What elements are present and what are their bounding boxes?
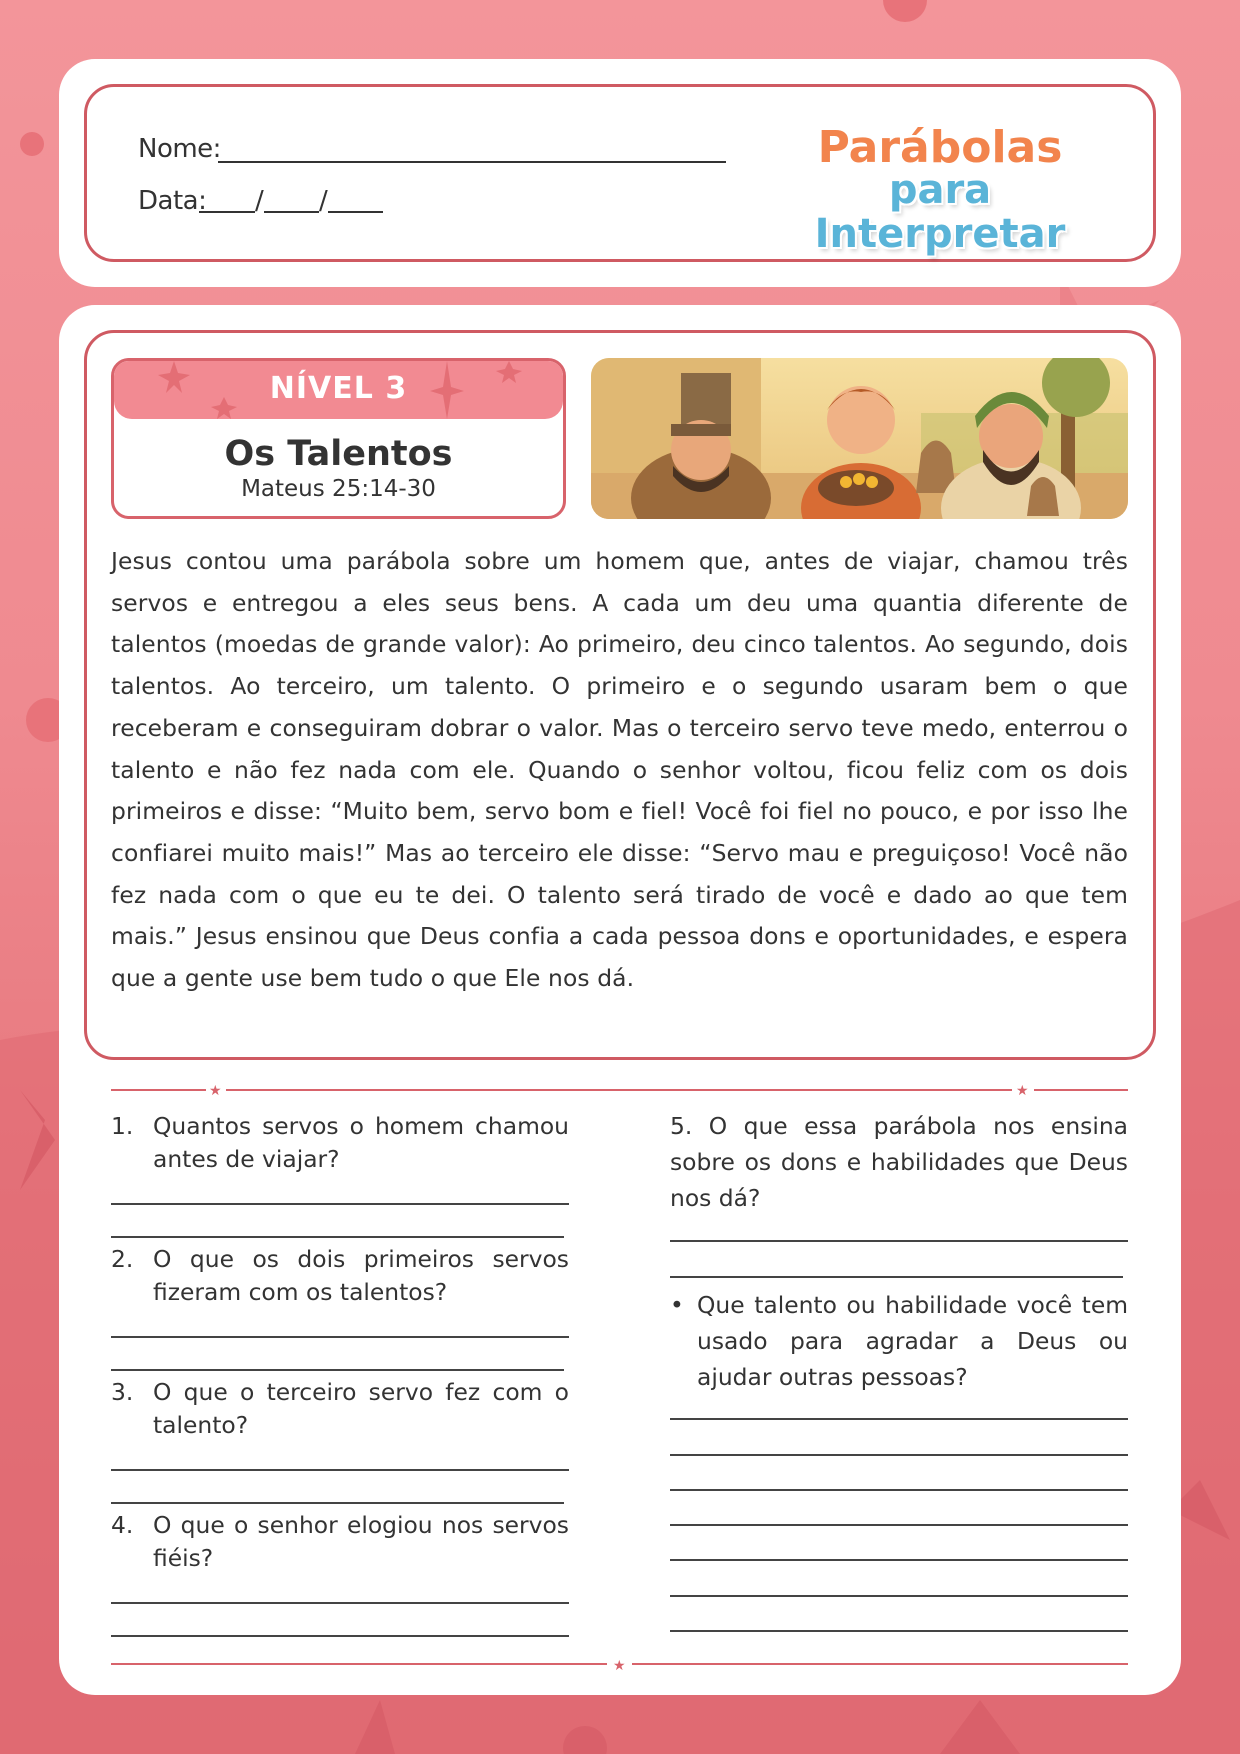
answer-line[interactable] (111, 1203, 569, 1205)
star-icon: ★ (1016, 1083, 1029, 1099)
parable-illustration-icon (591, 358, 1128, 519)
level-label: NÍVEL 3 (269, 371, 408, 406)
bullet-icon: • (670, 1291, 684, 1319)
level-box (111, 358, 566, 519)
name-label: Nome: (138, 134, 221, 164)
answer-line[interactable] (111, 1502, 564, 1504)
bible-reference: Mateus 25:14-30 (241, 476, 436, 502)
question-1 (111, 1110, 569, 1176)
question-number: 1. (111, 1112, 134, 1140)
divider-line (111, 1089, 206, 1091)
date-day-line[interactable] (199, 211, 255, 213)
answer-line[interactable] (111, 1336, 569, 1338)
question-text: O que o senhor elogiou nos servos fiéis? (153, 1511, 569, 1572)
divider-line (1034, 1089, 1128, 1091)
question-5 (670, 1108, 1128, 1216)
logo-subtitle: para Interpretar (814, 167, 1066, 257)
date-separator: / (319, 186, 328, 216)
answer-line[interactable] (670, 1276, 1123, 1278)
date-year-line[interactable] (328, 211, 383, 213)
answer-line[interactable] (111, 1469, 569, 1471)
answer-line[interactable] (111, 1369, 564, 1371)
name-input-line[interactable] (218, 161, 726, 163)
answer-line[interactable] (670, 1418, 1128, 1420)
question-number: 3. (111, 1378, 134, 1406)
logo (780, 122, 1100, 257)
question-text: O que o terceiro servo fez com o talento? (153, 1378, 569, 1439)
date-label: Data: (138, 186, 207, 216)
divider-line (226, 1089, 1012, 1091)
question-3 (111, 1376, 569, 1442)
question-number: 4. (111, 1511, 134, 1539)
parable-title: Os Talentos (224, 434, 453, 474)
question-2 (111, 1243, 569, 1309)
date-separator: / (255, 186, 264, 216)
star-icon: ★ (613, 1658, 626, 1674)
question-4 (111, 1509, 569, 1575)
question-number: 5. (670, 1112, 693, 1140)
star-icon: ★ (209, 1083, 222, 1099)
answer-line[interactable] (111, 1236, 564, 1238)
answer-line[interactable] (670, 1524, 1128, 1526)
answer-line[interactable] (111, 1635, 569, 1637)
question-text: Que talento ou habilidade você tem usado para agradar a Deus ou ajudar outras pessoas? (697, 1291, 1128, 1391)
answer-line[interactable] (670, 1240, 1128, 1242)
divider-line (111, 1663, 607, 1665)
answer-line[interactable] (670, 1559, 1128, 1561)
story-text: Jesus contou uma parábola sobre um homem que, antes de viajar, chamou três servos e entregou a eles seus bens. A cada um deu uma quantia diferente de talentos (moedas de grande valor): Ao primeiro, deu cinco talentos. Ao segundo, dois talentos. Ao terceiro, um talento. O primeiro e o segundo usaram bem o que receberam e conseguiram dobrar o valor. Mas o terceiro servo teve medo, enterrou o talento e não fez nada com ele. Quando o senhor voltou, ficou feliz com os dois primeiros e disse: “Muito bem, servo bom e fiel! Você foi fiel no pouco, e por isso lhe confiarei muito mais!” Mas ao terceiro ele disse: “Servo mau e preguiçoso! Você não fez nada com o que eu te dei. O talento será tirado de você e dado ao que tem mais.” Jesus ensinou que Deus confia a cada pessoa dons e oportunidades, e espera que a gente use bem tudo o que Ele nos dá. (111, 547, 1128, 993)
divider-line (632, 1663, 1128, 1665)
bonus-question (670, 1287, 1128, 1395)
answer-line[interactable] (670, 1489, 1128, 1491)
question-text: O que essa parábola nos ensina sobre os dons e habilidades que Deus nos dá? (670, 1112, 1128, 1212)
answer-line[interactable] (111, 1602, 569, 1604)
level-band (114, 361, 563, 419)
answer-line[interactable] (670, 1454, 1128, 1456)
question-text: Quantos servos o homem chamou antes de viajar? (153, 1112, 569, 1173)
date-month-line[interactable] (264, 211, 319, 213)
answer-line[interactable] (670, 1595, 1128, 1597)
question-text: O que os dois primeiros servos fizeram com os talentos? (153, 1245, 569, 1306)
answer-line[interactable] (670, 1630, 1128, 1632)
question-number: 2. (111, 1245, 134, 1273)
logo-title: Parábolas (817, 122, 1063, 173)
